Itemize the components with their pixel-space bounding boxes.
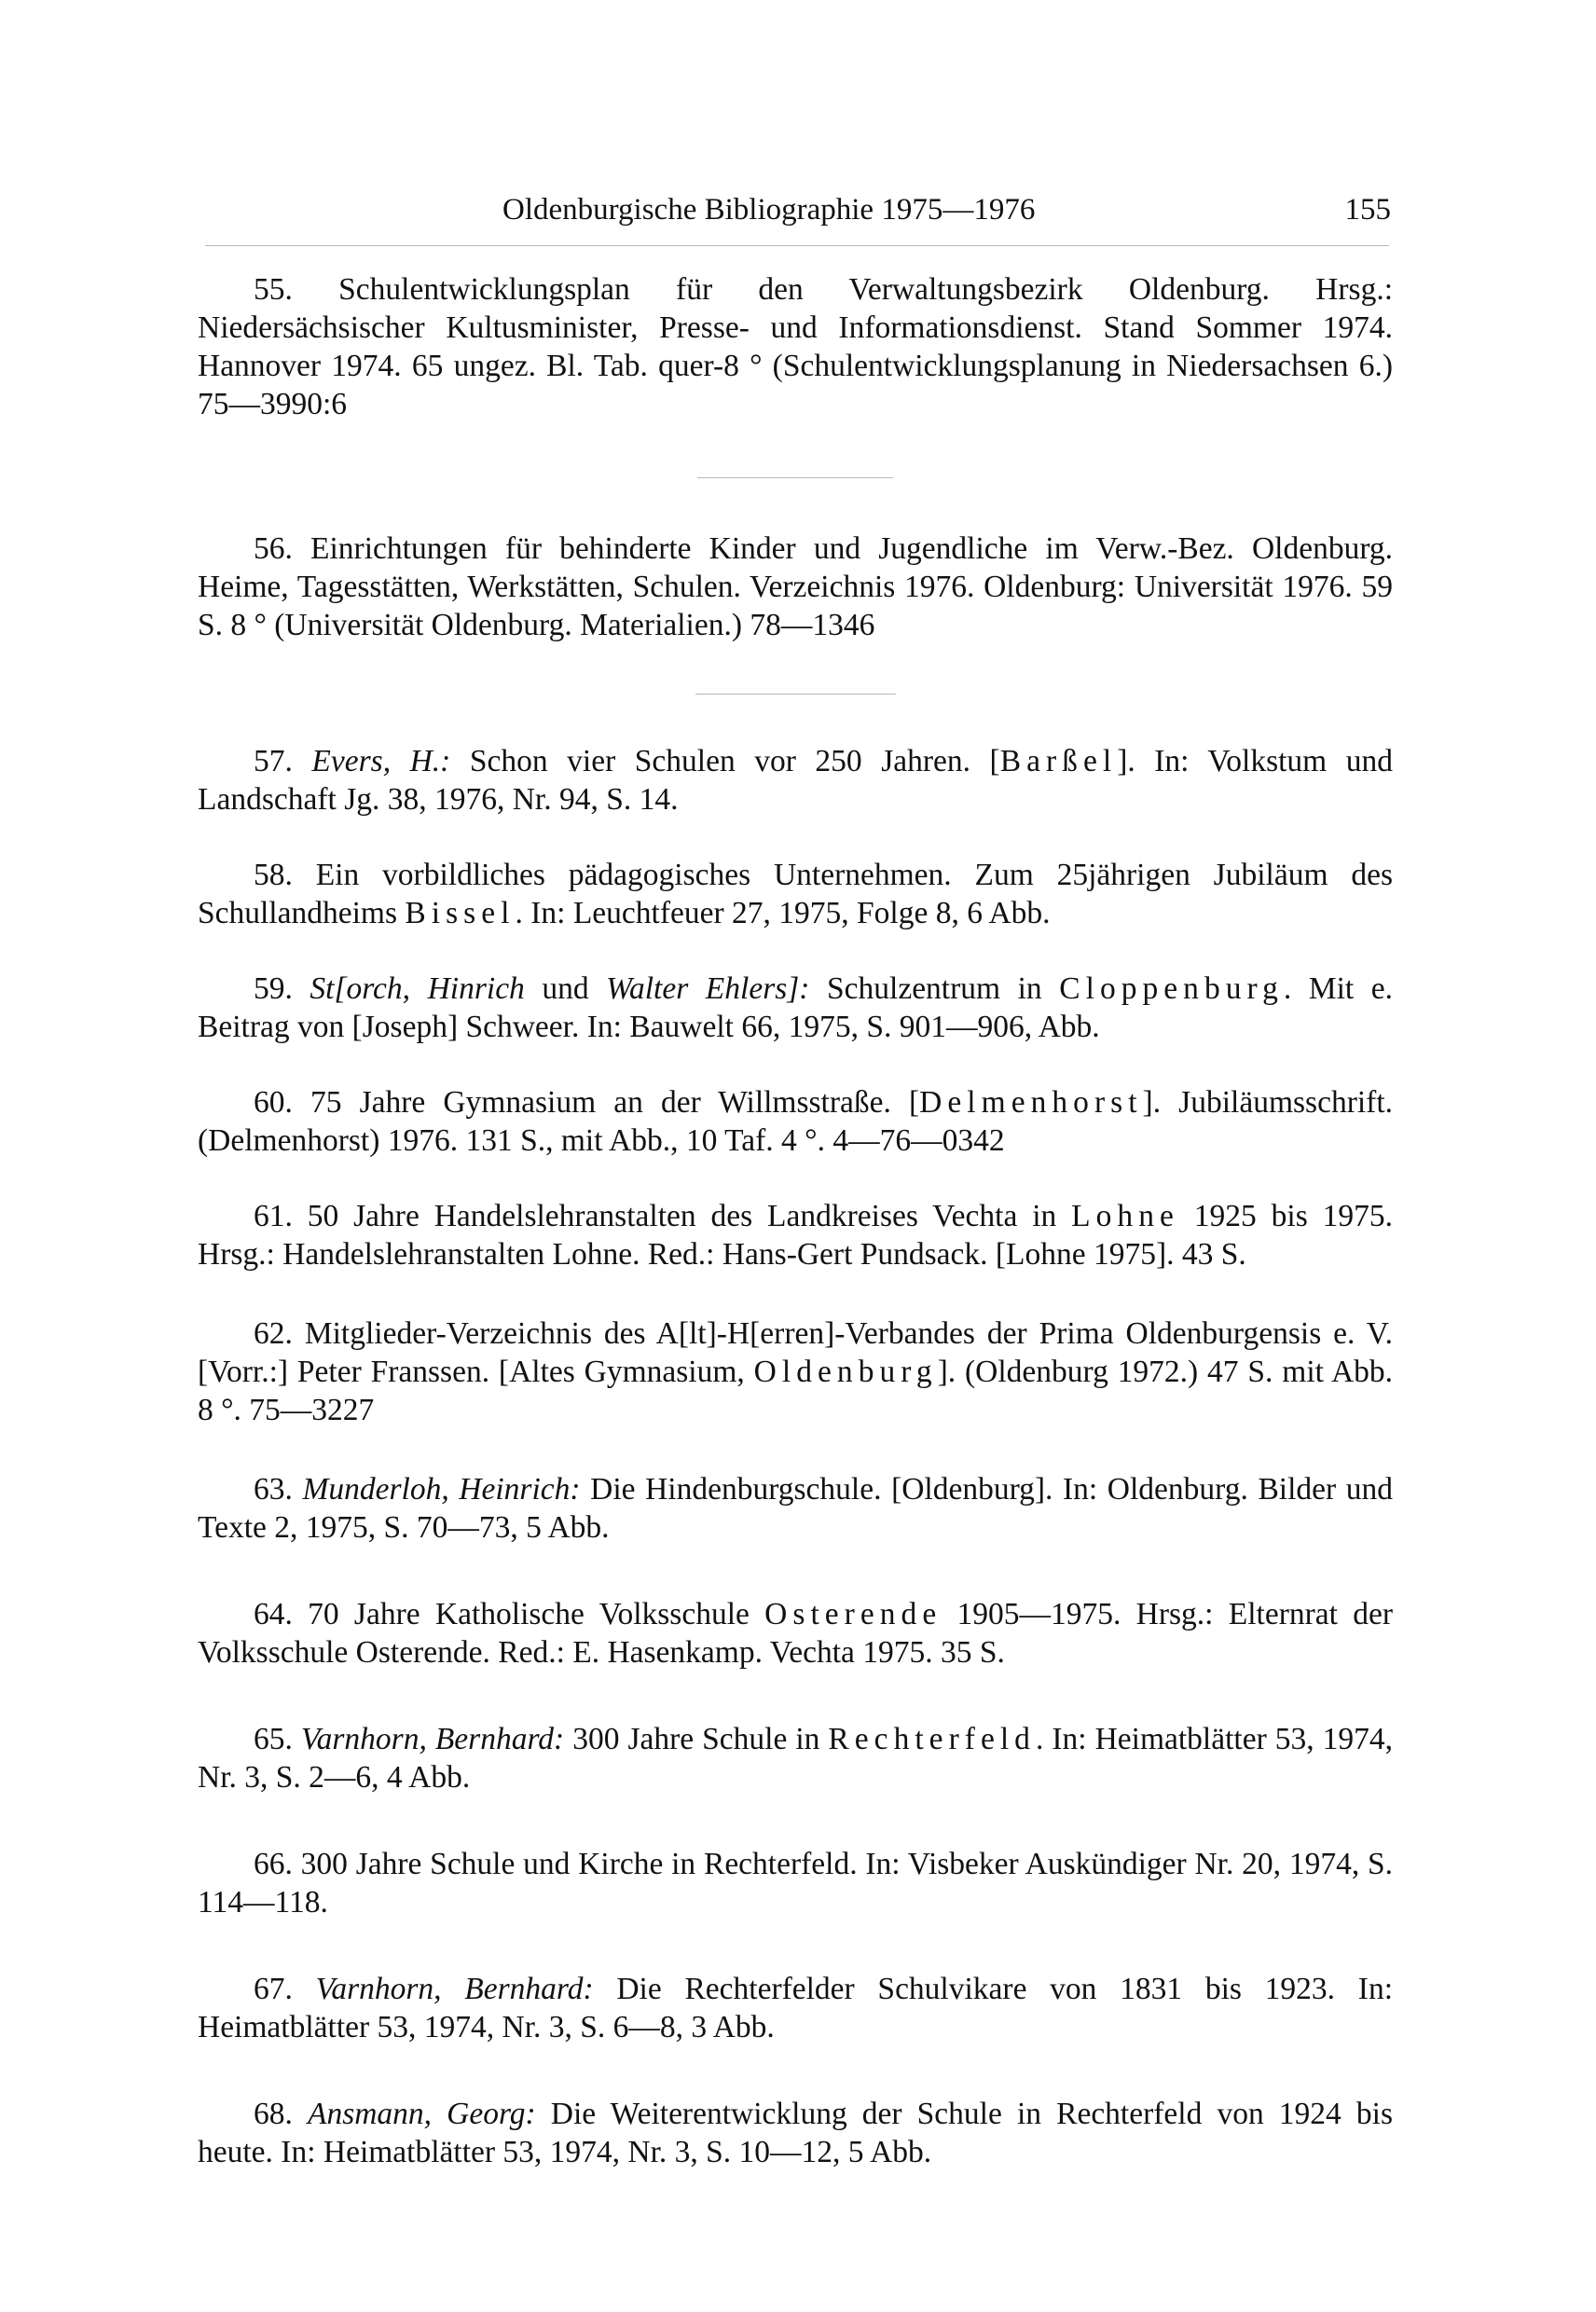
entry-text: Mitglieder-Verzeichnis des A[lt]-H[erren]-Verbandes der Prima Oldenburgensis e. V. [Vorr.:] Peter Franssen. [Altes Gymnasium, (198, 1316, 1393, 1389)
entry-number: 66. (254, 1847, 293, 1881)
entry-author: Ansmann, Georg: (307, 2097, 536, 2131)
entry-61 (198, 1197, 1393, 1273)
entry-number: 68. (254, 2097, 293, 2131)
entry-text-tail: . In: Heimatblätter 53, 1974, Nr. 3, S. 2—6, 4 Abb. (198, 1722, 1394, 1795)
entry-place: Oldenburg (753, 1355, 938, 1389)
entry-text: Die Hindenburgschule. [Oldenburg]. In: Oldenburg. Bilder und Texte 2, 1975, S. 70—73, 5 Abb. (198, 1472, 1394, 1545)
entry-author: Varnhorn, Bernhard: (300, 1722, 565, 1756)
entry-text: Einrichtungen für behinderte Kinder und Jugendliche im Verw.-Bez. Oldenburg. Heime, Tagesstätten, Werkstätten, Schulen. Verzeichnis 1976. Oldenburg: Universität 1976. 59 S. 8 ° (Universität Oldenburg. Materialien.) 78—1346 (198, 531, 1393, 642)
entry-text-tail: . Mit e. Beitrag von [Joseph] Schweer. In: Bauwelt 66, 1975, S. 901—906, Abb. (198, 971, 1393, 1044)
entry-number: 64. (254, 1597, 293, 1631)
bibliography-entries (198, 270, 1393, 2171)
entry-author: Evers, H.: (311, 744, 451, 778)
entry-number: 55. (254, 272, 293, 307)
entry-text: 70 Jahre Katholische Volksschule (308, 1597, 750, 1631)
entry-number: 58. (254, 858, 293, 892)
entry-author: St[orch, Hinrich (310, 971, 525, 1006)
entry-place: Delmenhorst (919, 1085, 1143, 1120)
separator-rule (697, 477, 893, 479)
entry-text: Schulzentrum in (827, 971, 1042, 1006)
entry-number: 60. (254, 1085, 293, 1120)
entry-text: Schulentwicklungsplan für den Verwaltungsbezirk Oldenburg. Hrsg.: Niedersächsischer Kultusminister, Presse- und Informationsdienst. Stand Sommer 1974. Hannover 1974. 65 ungez. Bl. Tab. quer-8 ° (Schulentwicklungsplanung in Niedersachsen 6.) 75—3990:6 (198, 272, 1394, 421)
entry-number: 59. (254, 971, 293, 1006)
entry-number: 56. (254, 531, 293, 566)
entry-text: Die Weiterentwicklung der Schule in Rechterfeld von 1924 bis heute. In: Heimatblätter 53, 1974, Nr. 3, S. 10—12, 5 Abb. (198, 2097, 1393, 2169)
entry-text-tail: . In: Leuchtfeuer 27, 1975, Folge 8, 6 Abb. (515, 896, 1051, 930)
entry-57 (198, 742, 1393, 819)
entry-place: Rechterfeld (828, 1722, 1036, 1756)
entry-58 (198, 856, 1393, 932)
entry-63 (198, 1470, 1393, 1547)
entry-number: 57. (254, 744, 293, 778)
entry-64 (198, 1595, 1393, 1672)
entry-text: Ein vorbildliches pädagogisches Unternehmen. Zum 25jährigen Jubiläum des Schullandheims (198, 858, 1393, 930)
entry-text-tail: 1905—1975. Hrsg.: Elternrat der Volksschule Osterende. Red.: E. Hasenkamp. Vechta 1975. 35 S. (198, 1597, 1394, 1670)
entry-number: 61. (254, 1199, 293, 1233)
entry-text: Schon vier Schulen vor 250 Jahren. [ (469, 744, 1000, 778)
entry-55 (198, 270, 1393, 423)
entry-number: 62. (254, 1316, 293, 1351)
entry-author: Munderloh, Heinrich: (302, 1472, 581, 1507)
entry-author-join: und (542, 971, 589, 1006)
entry-text-tail: ]. Jubiläumsschrift. (Delmenhorst) 1976. 131 S., mit Abb., 10 Taf. 4 °. 4—76—0342 (198, 1085, 1394, 1158)
entry-number: 65. (254, 1722, 293, 1756)
entry-text: 300 Jahre Schule in (572, 1722, 820, 1756)
entry-62 (198, 1314, 1393, 1429)
entry-text: Die Rechterfelder Schulvikare von 1831 bis 1923. In: Heimatblätter 53, 1974, Nr. 3, S. 6—8, 3 Abb. (198, 1972, 1393, 2044)
running-head (198, 186, 1391, 233)
entry-coauthor: Walter Ehlers]: (606, 971, 810, 1006)
entry-number: 67. (254, 1972, 293, 2006)
entry-place: Bissel (405, 896, 516, 930)
page-number: 155 (1344, 193, 1391, 227)
entry-author: Varnhorn, Bernhard: (315, 1972, 594, 2006)
entry-56 (198, 530, 1393, 644)
entry-text-tail: ]. (Oldenburg 1972.) 47 S. mit Abb. 8 °. 75—3227 (198, 1355, 1394, 1427)
entry-60 (198, 1083, 1393, 1160)
entry-66 (198, 1845, 1393, 1921)
entry-text: 75 Jahre Gymnasium an der Willmsstraße. [ (310, 1085, 920, 1120)
entry-place: Cloppenburg (1059, 971, 1284, 1006)
entry-place: Lohne (1071, 1199, 1179, 1233)
entry-68 (198, 2095, 1393, 2171)
entry-67 (198, 1970, 1393, 2046)
entry-59 (198, 970, 1393, 1046)
header-rule (205, 245, 1389, 246)
running-title: Oldenburgische Bibliographie 1975—1976 (502, 193, 1036, 227)
separator-rule (695, 694, 896, 695)
entry-place: Barßel (999, 744, 1118, 778)
entry-text-tail: 1925 bis 1975. Hrsg.: Handelslehranstalten Lohne. Red.: Hans-Gert Pundsack. [Lohne 1975]. 43 S. (198, 1199, 1394, 1272)
entry-number: 63. (254, 1472, 293, 1507)
entry-65 (198, 1720, 1393, 1796)
entry-text-tail: ]. In: Volkstum und Landschaft Jg. 38, 1976, Nr. 94, S. 14. (198, 744, 1394, 817)
entry-text: 50 Jahre Handelslehranstalten des Landkreises Vechta in (307, 1199, 1057, 1233)
entry-place: Osterende (764, 1597, 942, 1631)
entry-text: 300 Jahre Schule und Kirche in Rechterfeld. In: Visbeker Auskündiger Nr. 20, 1974, S. 114—118. (198, 1847, 1393, 1920)
